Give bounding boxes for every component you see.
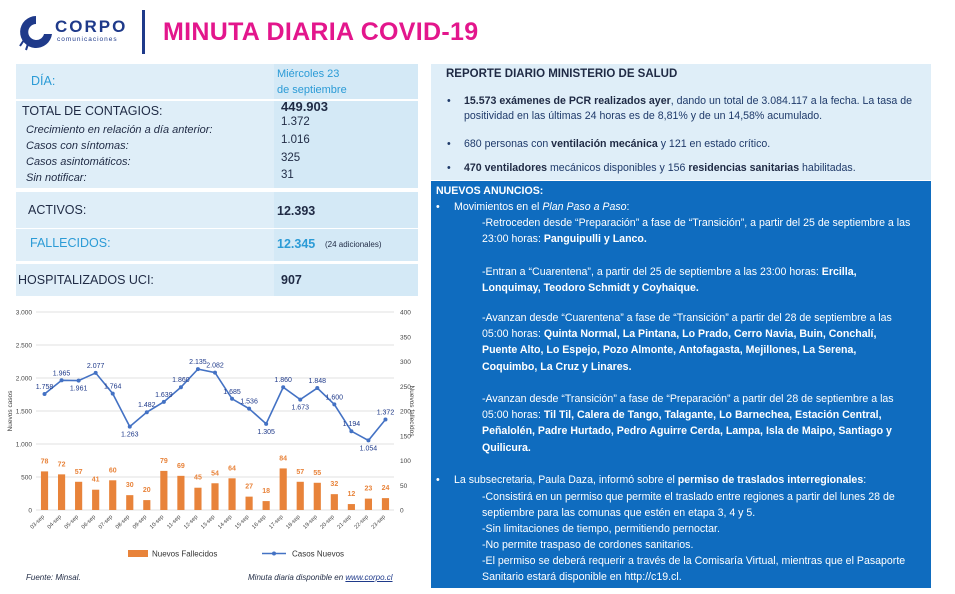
bar-fallecidos <box>365 499 372 510</box>
line-data-label: 1.673 <box>291 404 310 412</box>
bar-data-label: 57 <box>296 468 305 476</box>
p4-a: -Avanzan desde “Transición” a fase de “Preparación” a partir del 28 de septiembre a las 05:00 horas: <box>482 393 894 422</box>
p3-b: Quinta Normal, La Pintana, Lo Prado, Cerro Navia, Buin, Conchalí, Puente Alto, Lo Espejo, Pozo Almonte, Antofagasta, Mejillones, La Serena, Coquimbo, La Cruz y Linares. <box>482 328 877 373</box>
line-data-label: 1.758 <box>35 383 54 391</box>
line-data-label: 1.305 <box>257 428 275 436</box>
bar-data-label: 27 <box>245 483 253 491</box>
bar-fallecidos <box>75 482 82 510</box>
report-bullet-ventiladores: • 470 ventiladores mecánicos disponibles y 156 residencias sanitarias habilitadas. <box>447 162 856 174</box>
line-point <box>111 392 115 396</box>
x-tick-label: 19-sep <box>302 514 319 531</box>
corpo-logo-icon <box>16 12 56 52</box>
bar-data-label: 79 <box>159 457 168 465</box>
line-point <box>247 407 251 411</box>
left-tick-label: 2.000 <box>15 375 32 383</box>
line-point <box>315 386 319 390</box>
line-data-label: 2.077 <box>86 362 105 370</box>
x-tick-label: 20-sep <box>319 514 336 531</box>
anuncio-cuarentena <box>482 264 914 296</box>
line-data-label: 1.764 <box>103 383 122 391</box>
subsecretaria-heading <box>454 472 924 488</box>
dia-label: DÍA: <box>31 74 56 88</box>
sin-notificar-value: 31 <box>281 169 294 181</box>
minuta-a: Minuta diaria disponible en <box>248 573 346 582</box>
bar-fallecidos <box>280 468 287 510</box>
right-tick-label: 250 <box>400 383 411 391</box>
pcr-bold: 15.573 exámenes de PCR realizados ayer <box>464 95 671 107</box>
line-data-label: 1.860 <box>274 377 292 385</box>
bar-data-label: 57 <box>74 468 83 476</box>
right-tick-label: 50 <box>400 482 408 490</box>
sub-b: permiso de traslados interregionales <box>677 474 864 486</box>
x-tick-label: 22-sep <box>353 514 370 531</box>
line-data-label: 1.965 <box>52 370 71 378</box>
right-tick-label: 100 <box>400 458 411 465</box>
right-tick-label: 150 <box>400 433 411 441</box>
bar-data-label: 30 <box>125 482 134 490</box>
subsecretaria-bullet-dot: • <box>436 474 440 486</box>
crecimiento-label: Crecimiento en relación a día anterior: <box>26 124 213 136</box>
ventiladores-mid: mecánicos disponibles y 156 <box>547 162 689 174</box>
p2-a: -Entran a “Cuarentena”, a partir del 25 de septiembre a las 23:00 horas: <box>482 266 822 278</box>
bar-fallecidos <box>177 476 184 510</box>
line-data-label: 1.372 <box>376 409 395 417</box>
pcr-rest: , dando un total de 3.084.117 a la fecha. La tasa de positividad en las últimas 24 horas es de 8,81% y de un 14,58% acumulado. <box>464 95 913 122</box>
total-contagios-value: 449.903 <box>281 99 328 114</box>
line-point <box>94 371 98 375</box>
logo-subtitle: comunicaciones <box>57 36 118 43</box>
bar-data-label: 18 <box>262 488 271 496</box>
plan-italic: Plan Paso a Paso <box>542 201 627 213</box>
x-tick-label: 04-sep <box>46 514 63 531</box>
bar-fallecidos <box>382 498 389 510</box>
line-point <box>128 425 132 429</box>
bar-data-label: 54 <box>211 470 219 478</box>
x-tick-label: 09-sep <box>131 514 149 531</box>
bar-fallecidos <box>143 500 150 510</box>
permiso-detalle-3: -No permite traspaso de cordones sanitarios. <box>482 539 694 551</box>
bar-data-label: 45 <box>194 474 202 482</box>
x-tick-label: 21-sep <box>336 514 353 531</box>
report-bullet-pcr: • 15.573 exámenes de PCR realizados ayer, dando un total de 3.084.117 a la fecha. La tasa de positividad en las últimas 24 horas es de 8,81% y de un 14,58% acumulado. <box>447 95 913 122</box>
logo-wordmark: CORPO <box>55 17 128 36</box>
line-data-label: 1.482 <box>138 402 156 410</box>
anuncio-preparacion <box>482 391 914 456</box>
ventiladores-bold: 470 ventiladores <box>464 162 548 174</box>
report-bullet-ventilacion: • 680 personas con ventilación mecánica y 121 en estado crítico. <box>447 138 771 150</box>
bar-data-label: 78 <box>40 458 49 466</box>
bar-data-label: 41 <box>91 476 100 484</box>
left-axis-title: Nuevos casos <box>7 390 14 432</box>
p1-a: -Retroceden desde “Preparación” a fase de “Transición”, a partir del 25 de septiembre a las 23:00 horas: <box>482 217 911 246</box>
right-tick-label: 400 <box>400 309 411 317</box>
dia-value-line2: de septiembre <box>277 84 347 96</box>
x-tick-label: 06-sep <box>80 514 98 531</box>
minuta-text <box>248 573 393 582</box>
plan-a: Movimientos en el <box>454 201 543 213</box>
x-tick-label: 10-sep <box>148 514 166 531</box>
left-tick-label: 500 <box>21 474 32 482</box>
line-data-label: 1.054 <box>359 445 378 453</box>
plan-b: : <box>626 201 630 213</box>
x-tick-label: 08-sep <box>114 514 132 531</box>
x-tick-label: 15-sep <box>234 514 251 531</box>
right-tick-label: 0 <box>400 507 404 515</box>
bar-fallecidos <box>348 504 355 510</box>
line-point <box>349 429 353 433</box>
right-axis-title: Nuevos fallecidos <box>408 385 415 437</box>
fallecidos-value: 12.345 <box>277 237 316 251</box>
line-point <box>196 367 200 371</box>
x-tick-label: 17-sep <box>268 514 285 531</box>
line-point <box>298 398 302 402</box>
line-point <box>230 397 234 401</box>
bar-fallecidos <box>160 471 167 510</box>
sub-c: : <box>863 474 867 486</box>
bar-fallecidos <box>41 471 48 510</box>
anuncio-retroceden <box>482 215 914 247</box>
fallecidos-label: FALLECIDOS: <box>30 236 111 250</box>
line-data-label: 1.685 <box>223 388 241 396</box>
legend-swatch-fallecidos <box>128 550 148 557</box>
corpo-link[interactable]: www.corpo.cl <box>345 573 393 582</box>
line-point <box>383 417 387 421</box>
total-contagios-label: TOTAL DE CONTAGIOS: <box>22 104 163 118</box>
page-title: MINUTA DIARIA COVID-19 <box>163 18 479 46</box>
line-point <box>264 422 268 426</box>
x-tick-label: 14-sep <box>217 514 234 531</box>
bar-data-label: 20 <box>142 487 151 495</box>
vent-bold: ventilación mecánica <box>551 138 658 150</box>
line-data-label: 1.263 <box>120 431 139 439</box>
crecimiento-value: 1.372 <box>281 116 310 128</box>
vent-a: 680 personas con <box>464 138 552 150</box>
p2-b: Ercilla, Lonquimay, Teodoro Schmidt y Coyhaique. <box>482 266 857 295</box>
bar-data-label: 69 <box>177 462 185 470</box>
p3-a: -Avanzan desde “Cuarentena” a fase de “Transición” a partir del 28 de septiembre a las 05:00 horas: <box>482 312 892 341</box>
bar-fallecidos <box>228 478 235 510</box>
permiso-detalle-2: -Sin limitaciones de tiempo, permitiendo pernoctar. <box>482 523 720 535</box>
bar-fallecidos <box>331 494 338 510</box>
bar-data-label: 24 <box>381 485 390 493</box>
bar-data-label: 23 <box>364 485 373 493</box>
bar-data-label: 84 <box>279 455 288 463</box>
bar-fallecidos <box>314 483 321 510</box>
residencias-bold: residencias sanitarias <box>688 162 800 174</box>
bar-fallecidos <box>92 490 99 510</box>
bar-fallecidos <box>109 480 116 510</box>
line-data-label: 1.848 <box>308 378 327 386</box>
line-data-label: 1.860 <box>172 377 190 385</box>
dia-value-line1: Miércoles 23 <box>277 68 340 80</box>
asintomaticos-value: 325 <box>281 152 301 164</box>
bar-fallecidos <box>211 483 218 510</box>
line-data-label: 1.194 <box>342 421 361 429</box>
line-data-label: 2.135 <box>189 359 207 367</box>
plan-bullet-dot: • <box>436 201 440 213</box>
bar-fallecidos <box>194 488 201 510</box>
header-divider <box>142 10 145 54</box>
vent-b: y 121 en estado crítico. <box>657 138 771 150</box>
x-tick-label: 13-sep <box>200 514 217 531</box>
line-data-label: 1.961 <box>69 385 88 393</box>
covid-chart <box>0 300 420 570</box>
x-tick-label: 12-sep <box>183 514 200 531</box>
report-title: REPORTE DIARIO MINISTERIO DE SALUD <box>446 68 678 80</box>
anuncio-transicion <box>482 310 914 375</box>
bar-fallecidos <box>297 482 304 510</box>
sin-notificar-label: Sin notificar: <box>26 172 87 184</box>
bar-fallecidos <box>126 495 133 510</box>
legend-label-casos: Casos Nuevos <box>292 549 345 559</box>
line-point <box>60 378 64 382</box>
p1-b: Panguipulli y Lanco. <box>543 233 647 246</box>
announcements-title: NUEVOS ANUNCIOS: <box>436 185 544 197</box>
x-tick-label: 18-sep <box>285 514 302 531</box>
line-data-label: 2.082 <box>206 362 224 370</box>
bar-data-label: 32 <box>330 481 339 489</box>
fallecidos-note: (24 adicionales) <box>325 240 382 249</box>
line-point <box>332 402 336 406</box>
line-point <box>179 385 183 389</box>
line-point <box>162 400 166 404</box>
permiso-detalle-4: -El permiso se deberá requerir a través de la Comisaría Virtual, mientras que el Pasaporte Sanitario estará disponible en http://c19.cl. <box>482 555 906 584</box>
x-tick-label: 07-sep <box>97 514 115 531</box>
line-data-label: 1.600 <box>325 394 344 402</box>
legend-label-fallecidos: Nuevos Fallecidos <box>152 549 218 559</box>
x-tick-label: 16-sep <box>251 514 268 531</box>
bar-fallecidos <box>58 474 65 510</box>
line-point <box>77 379 81 383</box>
legend-marker-casos <box>272 552 276 556</box>
line-data-label: 1.536 <box>240 398 258 406</box>
x-tick-label: 11-sep <box>166 514 183 531</box>
left-tick-label: 2.500 <box>15 342 32 350</box>
x-tick-label: 03-sep <box>29 514 46 531</box>
uci-value: 907 <box>281 273 302 287</box>
bar-data-label: 64 <box>228 465 236 473</box>
sintomas-value: 1.016 <box>281 134 310 146</box>
sintomas-label: Casos con síntomas: <box>26 140 129 152</box>
line-point <box>213 371 217 375</box>
left-tick-label: 1.000 <box>15 441 32 449</box>
right-tick-label: 200 <box>400 408 411 416</box>
bar-data-label: 55 <box>313 469 322 477</box>
bar-data-label: 72 <box>57 461 66 469</box>
sub-a: La subsecretaria, Paula Daza, informó sobre el <box>454 474 678 486</box>
x-tick-label: 23-sep <box>370 514 387 531</box>
right-tick-label: 300 <box>400 359 411 366</box>
right-tick-label: 350 <box>400 334 411 342</box>
p4-b: Til Til, Calera de Tango, Talagante, Lo Barnechea, Estación Central, Peñalolén, Padre Hurtado, Pedro Aguirre Cerda, Lampa, Isla de Maipo, Santiago y Quilicura. <box>482 409 892 454</box>
line-point <box>145 410 149 414</box>
asintomaticos-label: Casos asintomáticos: <box>26 156 131 168</box>
activos-label: ACTIVOS: <box>28 203 87 217</box>
bar-fallecidos <box>246 497 253 510</box>
activos-value: 12.393 <box>277 204 316 218</box>
x-tick-label: 05-sep <box>63 514 81 531</box>
left-tick-label: 0 <box>28 507 32 515</box>
line-point <box>43 392 47 396</box>
line-point <box>366 438 370 442</box>
left-tick-label: 3.000 <box>15 309 32 317</box>
permiso-detalle-1: -Consistirá en un permiso que permite el traslado entre regiones a partir del lunes 28 de septiembre para las comunas que estén en etapa 3, 4 y 5. <box>482 491 895 520</box>
bar-fallecidos <box>263 501 270 510</box>
ventiladores-end: habilitadas. <box>799 162 856 174</box>
line-point <box>281 385 285 389</box>
bar-data-label: 12 <box>347 491 356 499</box>
uci-label: HOSPITALIZADOS UCI: <box>18 273 154 287</box>
bar-data-label: 60 <box>108 467 117 475</box>
fuente-text: Fuente: Minsal. <box>26 573 81 582</box>
plan-heading <box>454 199 630 215</box>
line-data-label: 1.639 <box>155 391 173 399</box>
left-tick-label: 1.500 <box>15 408 32 416</box>
